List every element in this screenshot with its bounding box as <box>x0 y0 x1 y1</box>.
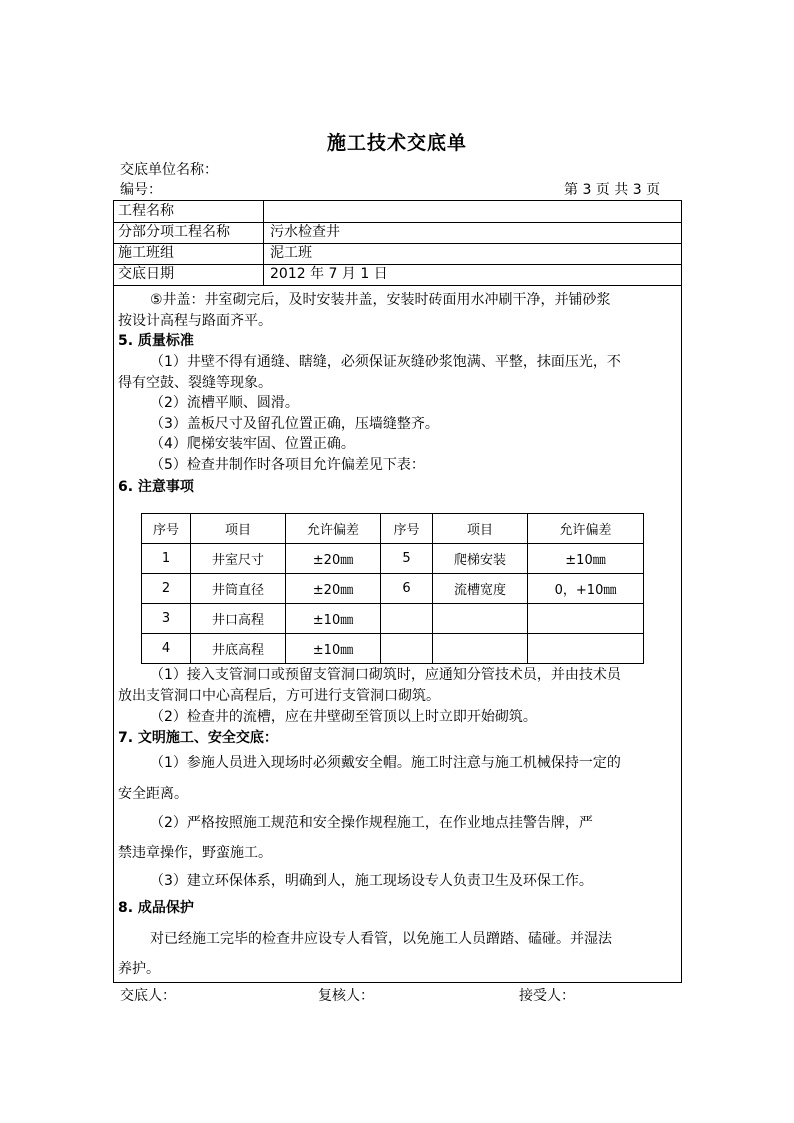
table-row <box>142 574 644 604</box>
table-header-cell: 序号 <box>142 514 191 544</box>
table-cell: ±20㎜ <box>286 574 381 604</box>
date-label: 交底日期 <box>118 266 174 282</box>
table-header-cell: 项目 <box>191 514 286 544</box>
table-header-cell: 允许偏差 <box>286 514 381 544</box>
table-cell: 6 <box>381 574 433 604</box>
unit-name-label: 交底单位名称： <box>120 162 218 178</box>
team-value: 泥工班 <box>270 245 312 261</box>
table-cell: 3 <box>142 604 191 634</box>
table-header-cell: 序号 <box>381 514 433 544</box>
s5-item1-line1: （1）井壁不得有通缝、瞎缝，必须保证灰缝砂浆饱满、平整，抹面压光，不 <box>150 354 621 370</box>
table-cell <box>528 634 644 664</box>
team-label: 施工班组 <box>118 245 174 261</box>
table-cell: ±20㎜ <box>286 544 381 574</box>
s7-item2-line2: 禁违章操作，野蛮施工。 <box>118 845 272 861</box>
s6-item1-line1: （1）接入支管洞口或预留支管洞口砌筑时，应通知分管技术员，并由技术员 <box>150 667 621 683</box>
table-cell: ±10㎜ <box>286 634 381 664</box>
table-cell: 4 <box>142 634 191 664</box>
number-label: 编号： <box>120 182 162 198</box>
sub-project-label: 分部分项工程名称 <box>118 224 230 240</box>
table-row <box>142 634 644 664</box>
table-cell: 1 <box>142 544 191 574</box>
table-row <box>142 604 644 634</box>
row-divider <box>113 264 682 265</box>
s7-item1-line1: （1）参施人员进入现场时必须戴安全帽。施工时注意与施工机械保持一定的 <box>150 755 621 771</box>
s6-item1-line2: 放出支管洞口中心高程后，方可进行支管洞口砌筑。 <box>118 688 440 704</box>
row-divider <box>113 243 682 244</box>
table-cell: ±10㎜ <box>528 544 644 574</box>
row-divider <box>113 285 682 286</box>
date-value: 2012 年 7 月 1 日 <box>270 266 388 282</box>
s5-item2: （2）流槽平顺、圆滑。 <box>150 395 299 411</box>
table-cell <box>381 634 433 664</box>
table-cell: 0，+10㎜ <box>528 574 644 604</box>
table-cell: 流槽宽度 <box>433 574 528 604</box>
s8-line1: 对已经施工完毕的检查井应设专人看管，以免施工人员蹭踏、磕碰。并湿法 <box>150 931 612 947</box>
table-cell: 爬梯安装 <box>433 544 528 574</box>
table-header-row <box>142 514 644 544</box>
reviewer-label: 复核人： <box>318 988 374 1004</box>
s5-item1-line2: 得有空鼓、裂缝等现象。 <box>118 375 272 391</box>
s6-item2: （2）检查井的流槽，应在井壁砌至管顶以上时立即开始砌筑。 <box>150 709 537 725</box>
section-5-heading: 5. 质量标准 <box>118 333 194 349</box>
table-cell <box>433 634 528 664</box>
table-header-cell: 项目 <box>433 514 528 544</box>
table-cell: 5 <box>381 544 433 574</box>
section-7-heading: 7. 文明施工、安全交底： <box>118 730 278 746</box>
s7-item1-line2: 安全距离。 <box>118 786 188 802</box>
section-6-heading: 6. 注意事项 <box>118 479 194 495</box>
table-cell: 2 <box>142 574 191 604</box>
page-info: 第 3 页 共 3 页 <box>564 182 661 198</box>
section-8-heading: 8. 成品保护 <box>118 900 194 916</box>
s5-item5: （5）检查井制作时各项目允许偏差见下表： <box>150 457 425 473</box>
receiver-label: 接受人： <box>519 988 575 1004</box>
s8-line2: 养护。 <box>118 961 160 977</box>
s5-item4: （4）爬梯安装牢固、位置正确。 <box>150 436 355 452</box>
table-row <box>142 544 644 574</box>
cover-text-line1: ⑤井盖：井室砌完后，及时安装井盖，安装时砖面用水冲刷干净，并铺砂浆 <box>150 292 611 308</box>
table-cell: ±10㎜ <box>286 604 381 634</box>
sub-project-value: 污水检查井 <box>270 224 340 240</box>
document-title: 施工技术交底单 <box>326 132 467 154</box>
s7-item3: （3）建立环保体系，明确到人，施工现场设专人负责卫生及环保工作。 <box>150 873 593 889</box>
table-cell <box>528 604 644 634</box>
table-cell <box>433 604 528 634</box>
cover-text-line2: 按设计高程与路面齐平。 <box>118 313 272 329</box>
table-cell <box>381 604 433 634</box>
column-divider <box>263 200 264 285</box>
s7-item2-line1: （2）严格按照施工规范和安全操作规程施工，在作业地点挂警告牌，严 <box>150 815 593 831</box>
project-name-label: 工程名称 <box>118 203 174 219</box>
submitter-label: 交底人： <box>120 988 176 1004</box>
table-header-cell: 允许偏差 <box>528 514 644 544</box>
tolerance-table <box>141 513 644 664</box>
table-cell: 井口高程 <box>191 604 286 634</box>
table-cell: 井底高程 <box>191 634 286 664</box>
s5-item3: （3）盖板尺寸及留孔位置正确，压墙缝整齐。 <box>150 416 439 432</box>
table-cell: 井筒直径 <box>191 574 286 604</box>
table-cell: 井室尺寸 <box>191 544 286 574</box>
